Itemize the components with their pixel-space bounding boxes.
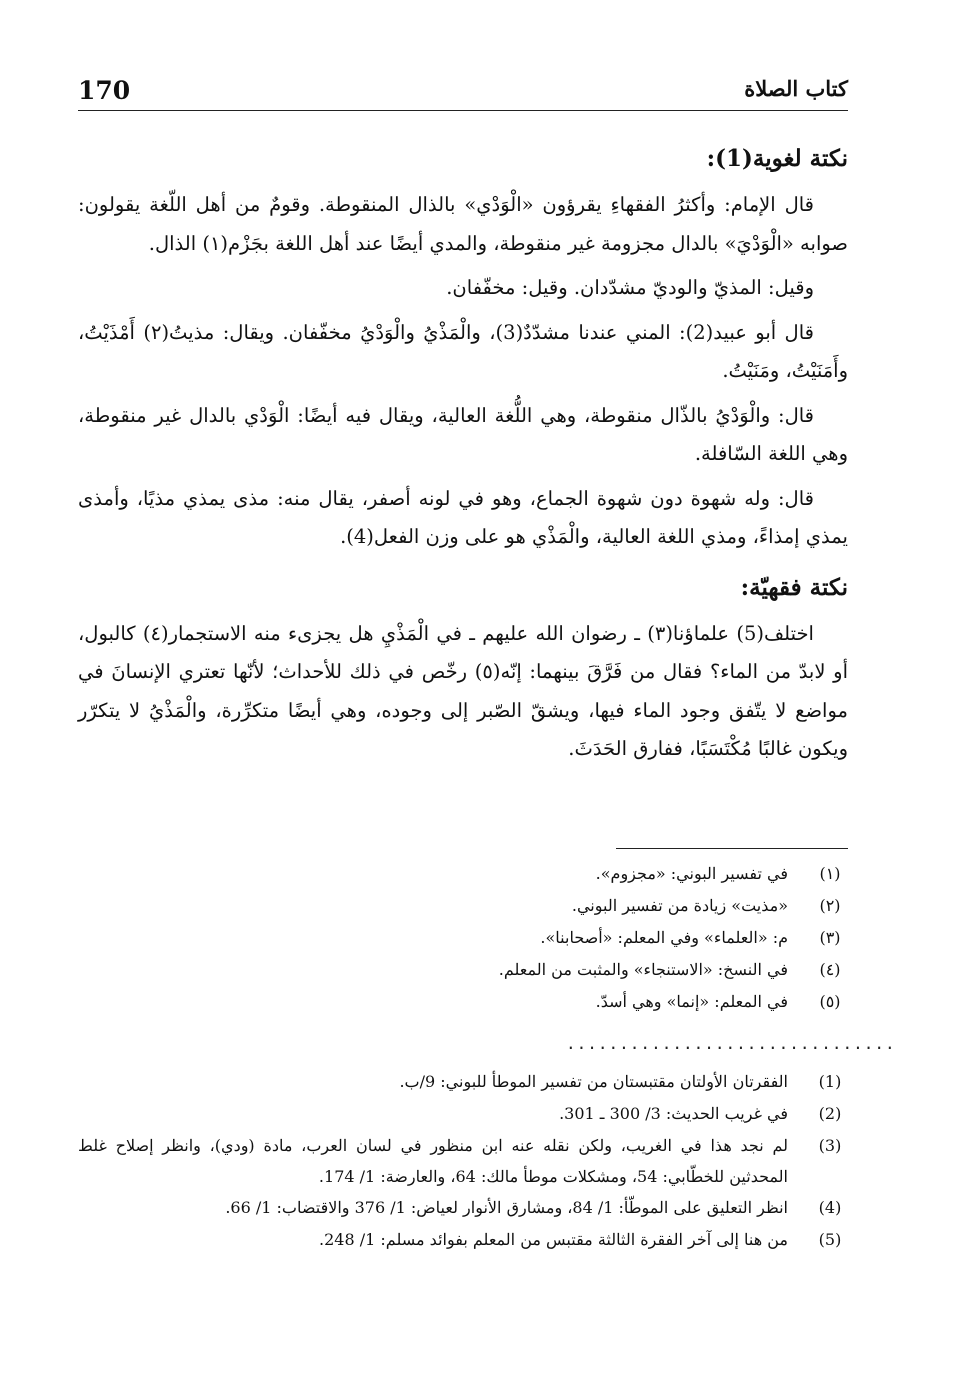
footnote-number: (2) xyxy=(818,1104,842,1123)
footnote-text: م: «العلماء» وفي المعلم: «أصحابنا». xyxy=(540,928,788,947)
footnote-number: (1) xyxy=(818,1072,842,1091)
footnote-item xyxy=(78,1098,848,1130)
footnote-number: (4) xyxy=(818,1198,842,1217)
footnote-item xyxy=(78,1192,848,1224)
paragraph: قال: والْوَدْيُ بالذّال منقوطة، وهي اللُّغة العالية، ويقال فيه أيضًا: الْوَدْي بالدال غير منقوطة، وهي اللغة السّافلة. xyxy=(78,403,848,465)
footnote-text: لم نجد هذا في الغريب، ولكن نقله عنه ابن منظور في لسان العرب، مادة (ودي)، وانظر إصلاح غلط المحدثين للخطّابي: 54، ومشكلات موطأ مالك: 64، والعارضة: 1/ 174. xyxy=(78,1136,789,1186)
footnote-text: انظر التعليق على الموطّأ: 1/ 84، ومشارق الأنوار لعياض: 1/ 376 والاقتضاب: 1/ 66. xyxy=(225,1198,788,1217)
footnote-rule xyxy=(616,848,848,849)
footnote-text: في النسخ: «الاستنجاء» والمثبت من المعلم. xyxy=(498,960,788,979)
editor-footnotes xyxy=(78,1066,848,1256)
running-head: كتاب الصلاة xyxy=(744,76,848,101)
paragraph: قال الإمام: وأكثرُ الفقهاءِ يقرؤون «الْوَدْي» بالذال المنقوطة. وقومٌ من أهل اللّغة يقولون: صوابه «الْوَدْيَ» بالدال مجزومة غير منقوطة، والمدي أيضًا عند أهل اللغة بجَزْم(١) الذال. xyxy=(78,193,848,255)
footnote-text: الفقرتان الأولتان مقتبستان من تفسير الموطأ للبوني: 9/ب. xyxy=(399,1072,788,1091)
footnote-item xyxy=(78,890,848,922)
footnote-item xyxy=(78,922,848,954)
footnote-number: (٣) xyxy=(819,928,841,947)
paragraph: قال أبو عبيد(2): المني عندنا مشدّدٌ(3)، والْمَذْيُ والْوَدْيُ مخفّفان. ويقال: مذيتُ(٢) أَمْذَيْتُ، وأَمَنَيْتُ، ومَنَيْتُ. xyxy=(78,320,848,382)
footnote-separator: ............................... xyxy=(566,1034,896,1053)
footnote-text: في تفسير البوني: «مجزوم». xyxy=(595,864,788,883)
page-number: 170 xyxy=(78,76,131,105)
footnote-number: (3) xyxy=(818,1136,842,1155)
footnote-number: (5) xyxy=(818,1230,842,1249)
manuscript-footnotes xyxy=(78,858,848,1018)
footnote-item xyxy=(78,858,848,890)
footnote-item xyxy=(78,1130,848,1192)
page-header xyxy=(78,72,848,108)
footnote-text: من هنا إلى آخر الفقرة الثالثة مقتبس من المعلم بفوائد مسلم: 1/ 248. xyxy=(319,1230,788,1249)
footnote-item xyxy=(78,986,848,1018)
paragraph: وقيل: المذيّ والوديّ مشدّدان. وقيل: مخفّفان. xyxy=(446,276,814,299)
header-rule xyxy=(78,110,848,111)
main-text xyxy=(78,128,848,775)
section-heading-linguistic: نكتة لغوية(1): xyxy=(706,145,848,172)
footnote-number: (١) xyxy=(819,864,841,883)
footnote-item xyxy=(78,1224,848,1256)
footnote-number: (٤) xyxy=(819,960,841,979)
footnote-text: في غريب الحديث: 3/ 300 ـ 301. xyxy=(559,1104,788,1123)
footnote-number: (٢) xyxy=(819,896,841,915)
footnote-item xyxy=(78,954,848,986)
footnote-item xyxy=(78,1066,848,1098)
paragraph: قال: وله شهوة دون شهوة الجماع، وهو في لونه أصفر، يقال منه: مذى يمذي مذيًا، وأمذى يمذي إمذاءً، ومذي اللغة العالية، والْمَذْي هو على وزن الفعل(4). xyxy=(78,486,848,548)
footnote-number: (٥) xyxy=(819,992,841,1011)
section-heading-jurisprudential: نكتة فقهيّة: xyxy=(740,573,848,601)
footnote-text: «مذيت» زيادة من تفسير البوني. xyxy=(571,896,788,915)
paragraph: اختلف(5) علماؤنا(٣) ـ رضوان الله عليهم ـ في الْمَذْيِ هل يجزىء منه الاستجمار(٤) كالبول، أو لابدّ من الماء؟ فقال من فَرَّقَ بينهما: إنّه(٥) رخّص في ذلك للأحداث؛ لأنّها تعتري الإنسانَ في مواضع لا يتّفق وجود الماء فيها، ويشقّ الصّبر إلى وجوده، وهي أيضًا متكرِّرة، والْمَذْيُ لا يتكرّر ويكون غالبًا مُكْتَسَبًا، ففارق الحَدَثَ. xyxy=(78,621,849,760)
footnote-text: في المعلم: «إنما» وهي أسدّ. xyxy=(595,992,788,1011)
